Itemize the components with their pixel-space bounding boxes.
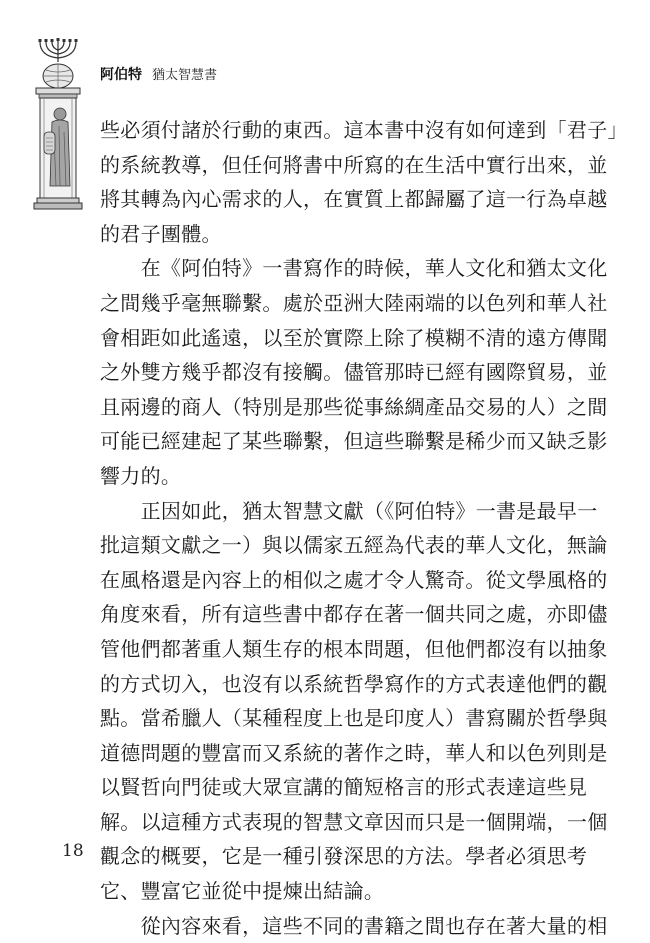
text-line: 解。以這種方式表現的智慧文章因而只是一個開端，一個: [100, 809, 608, 834]
text-line: 之外雙方幾乎都沒有接觸。儘管那時已經有國際貿易，並: [100, 360, 608, 385]
text-line: 管他們都著重人類生存的根本問題，但他們都沒有以抽象: [100, 636, 608, 661]
header-book-subtitle: 猶太智慧書: [152, 68, 218, 83]
text-line: 角度來看，所有這些書中都存在著一個共同之處，亦即儘: [100, 602, 608, 627]
text-line: 從內容來看，這些不同的書籍之間也存在著大量的相: [100, 913, 608, 938]
text-line: 正因如此，猶太智慧文獻（《阿伯特》一書是最早一: [100, 498, 598, 523]
text-line: 的系統教導，但任何將書中所寫的在生活中實行出來，並: [100, 152, 608, 177]
text-line: 以賢哲向門徒或大眾宣講的簡短格言的形式表達這些見: [100, 775, 588, 800]
page-number: 18: [62, 841, 84, 861]
text-line: 在風格還是內容上的相似之處才令人驚奇。從文學風格的: [100, 567, 608, 592]
running-header: [100, 64, 217, 84]
text-line: 將其轉為內心需求的人，在實質上都歸屬了這一行為卓越: [100, 187, 608, 212]
text-line: 會相距如此遙遠，以至於實際上除了模糊不清的遠方傳聞: [100, 325, 608, 350]
text-line: 道德問題的豐富而又系統的著作之時，華人和以色列則是: [100, 740, 608, 765]
text-line: 觀念的概要，它是一種引發深思的方法。學者必須思考: [100, 844, 588, 869]
text-line: 些必須付諸於行動的東西。這本書中沒有如何達到「君子」: [100, 118, 628, 142]
text-line: 的方式切入，也沒有以系統哲學寫作的方式表達他們的觀: [100, 671, 608, 696]
body-text: [100, 113, 628, 943]
text-line: 響力的。: [100, 463, 182, 488]
text-line: 批這類文獻之一）與以儒家五經為代表的華人文化，無論: [100, 533, 608, 558]
header-book-title: 阿伯特: [100, 67, 142, 83]
text-line: 在《阿伯特》一書寫作的時候，華人文化和猶太文化: [100, 256, 608, 281]
text-line: 之間幾乎毫無聯繫。處於亞洲大陸兩端的以色列和華人社: [100, 290, 608, 315]
text-line: 它、豐富它並從中提煉出結論。: [100, 879, 385, 904]
text-line: 的君子團體。: [100, 221, 222, 246]
text-line: 點。當希臘人（某種程度上也是印度人）書寫關於哲學與: [100, 706, 608, 731]
text-line: 可能已經建起了某些聯繫，但這些聯繫是稀少而又缺乏影: [100, 429, 608, 454]
text-line: 且兩邊的商人（特別是那些從事絲綢產品交易的人）之間: [100, 394, 608, 419]
menorah-pillar-emblem: [30, 36, 86, 212]
